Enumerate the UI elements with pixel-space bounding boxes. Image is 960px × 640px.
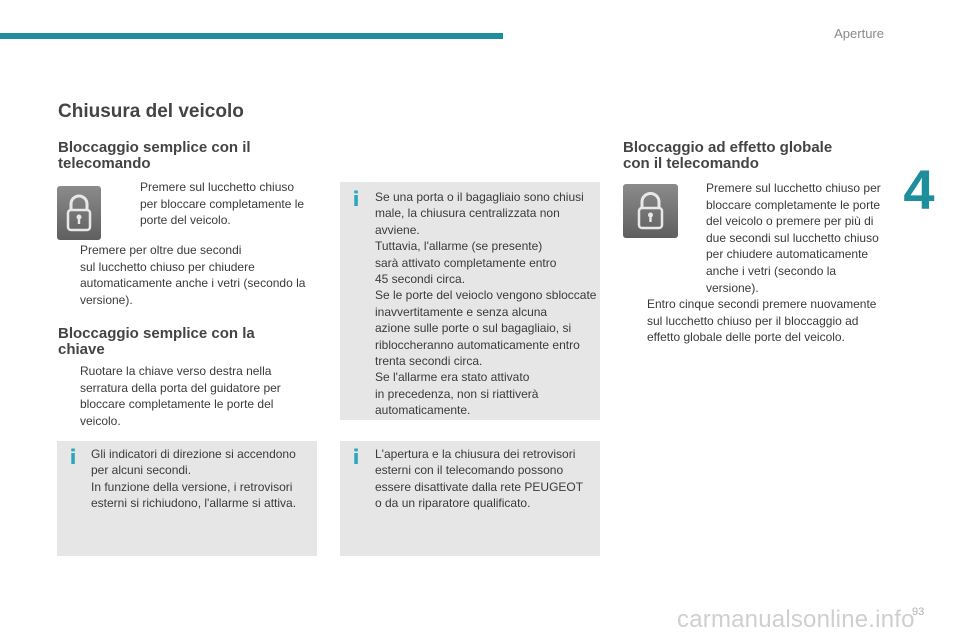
global-step-1: Premere sul lucchetto chiuso per bloccare completamente le porte del veicolo o premere per più di due secondi sul lucchetto chiuso per chiudere automaticamente anche i vetri (secondo la versione).: [706, 181, 881, 295]
heading-remote-lock: Bloccaggio semplice con il telecomando: [58, 139, 251, 172]
info-icon: i: [352, 445, 360, 469]
key-step-1: Ruotare la chiave verso destra nella serratura della porta del guidatore per bloccare completamente le porte del veicolo.: [80, 364, 281, 428]
padlock-closed-icon: [623, 184, 678, 238]
watermark: carmanualsonline.info: [677, 606, 915, 633]
chapter-number: 4: [903, 158, 935, 221]
page-title: Chiusura del veicolo: [58, 101, 244, 122]
info-icon: i: [69, 445, 77, 469]
heading-key-lock: Bloccaggio semplice con la chiave: [58, 325, 255, 358]
info-alarm-text: Se una porta o il bagagliaio sono chiusi male, la chiusura centralizzata non avviene. Tuttavia, l'allarme (se presente) sarà attivato completamente entro 45 secondi circa. Se le porte del veioclo vengono sbloccate inavvertitamente e senza alcuna azione sulle porte o sul bagagliaio, si ribloccheranno automaticamente entro trenta secondi circa. Se l'allarme era stato attivato in precedenza, non si riattiverà automaticamente.: [375, 190, 597, 418]
padlock-closed-icon: [57, 186, 101, 240]
global-step-2: Entro cinque secondi premere nuovamente sul lucchetto chiuso per il bloccaggio ad effetto globale delle porte del veicolo.: [647, 297, 877, 345]
header-accent-bar: [0, 33, 503, 39]
remote-step-1: Premere sul lucchetto chiuso per bloccare completamente le porte del veicolo.: [140, 180, 305, 228]
info-indicators-text: Gli indicatori di direzione si accendono per alcuni secondi. In funzione della versione, i retrovisori esterni si richiudono, l'allarme si attiva.: [91, 447, 297, 511]
info-icon: i: [352, 187, 360, 211]
section-label: Aperture: [834, 26, 884, 41]
heading-global-lock: Bloccaggio ad effetto globale con il telecomando: [623, 139, 833, 172]
remote-step-2: Premere per oltre due secondi sul lucchetto chiuso per chiudere automaticamente anche i vetri (secondo la versione).: [80, 243, 306, 307]
info-mirrors-text: L'apertura e la chiusura dei retrovisori esterni con il telecomando possono essere disattivate dalla rete PEUGEOT o da un riparatore qualificato.: [375, 447, 584, 511]
page-number: 93: [912, 606, 925, 618]
